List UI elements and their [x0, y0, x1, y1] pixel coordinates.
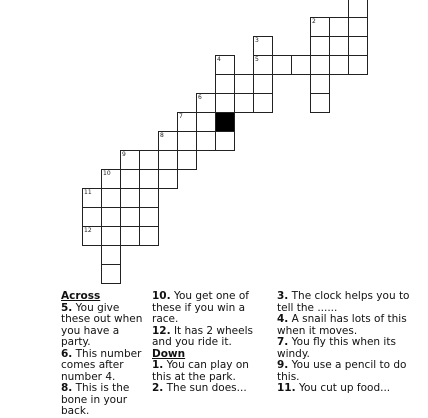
clue-number: 8 [160, 132, 164, 139]
clues-column-1 [61, 291, 143, 418]
clue-number: 12 [84, 227, 92, 234]
crossword-cell[interactable] [158, 169, 178, 189]
clue-number: 4 [217, 56, 221, 63]
crossword-cell[interactable] [329, 55, 349, 75]
crossword-cell[interactable] [177, 131, 197, 151]
crossword-cell[interactable] [177, 150, 197, 170]
clue-number: 6 [198, 94, 202, 101]
crossword-cell[interactable] [310, 74, 330, 94]
crossword-cell[interactable] [348, 36, 368, 56]
clue-down-1[interactable]: 1. You can play on this at the park. [152, 359, 249, 383]
clue-number: 7 [179, 113, 183, 120]
crossword-cell[interactable] [101, 207, 121, 227]
clue-number: 9 [122, 151, 126, 158]
crossword-cell[interactable] [215, 131, 235, 151]
crossword-cell[interactable] [158, 131, 178, 151]
crossword-cell[interactable] [329, 17, 349, 37]
clue-number: 2 [312, 18, 316, 25]
blocked-cell [215, 112, 235, 132]
crossword-cell[interactable] [310, 93, 330, 113]
crossword-cell[interactable] [196, 131, 216, 151]
crossword-cell[interactable] [82, 207, 102, 227]
clue-across-8[interactable]: 8. This is the bone in your back. [61, 382, 130, 417]
clues-column-2 [152, 291, 264, 395]
clue-down-2[interactable]: 2. The sun does... [152, 382, 247, 394]
clue-down-3[interactable]: 3. The clock helps you to tell the ...... [277, 290, 410, 314]
crossword-cell[interactable] [139, 169, 159, 189]
crossword-cell[interactable] [196, 93, 216, 113]
clue-number: 5 [255, 56, 259, 63]
crossword-cell[interactable] [139, 226, 159, 246]
crossword-cell[interactable] [348, 0, 368, 18]
crossword-cell[interactable] [139, 150, 159, 170]
crossword-cell[interactable] [348, 55, 368, 75]
clue-down-11[interactable]: 11. You cut up food... [277, 382, 391, 394]
crossword-cell[interactable] [348, 17, 368, 37]
crossword-cell[interactable] [120, 226, 140, 246]
clue-across-6[interactable]: 6. This number comes after number 4. [61, 347, 142, 383]
crossword-cell[interactable] [101, 245, 121, 265]
clue-down-7[interactable]: 7. You fly this when its windy. [277, 336, 396, 360]
crossword-cell[interactable] [158, 150, 178, 170]
crossword-cell[interactable] [253, 55, 273, 75]
clue-across-12[interactable]: 12. It has 2 wheels and you ride it. [152, 324, 253, 348]
crossword-cell[interactable] [234, 93, 254, 113]
crossword-cell[interactable] [101, 169, 121, 189]
crossword-cell[interactable] [253, 93, 273, 113]
crossword-cell[interactable] [253, 74, 273, 94]
crossword-cell[interactable] [82, 188, 102, 208]
crossword-cell[interactable] [215, 93, 235, 113]
crossword-cell[interactable] [139, 207, 159, 227]
crossword-cell[interactable] [253, 36, 273, 56]
crossword-cell[interactable] [310, 36, 330, 56]
crossword-cell[interactable] [196, 112, 216, 132]
crossword-cell[interactable] [215, 74, 235, 94]
clues-column-3 [277, 291, 417, 395]
clue-number: 3 [255, 37, 259, 44]
clue-down-4[interactable]: 4. A snail has lots of this when it moves. [277, 313, 407, 337]
clue-across-5[interactable]: 5. You give these out when you have a party. [61, 301, 143, 348]
clue-down-9[interactable]: 9. You use a pencil to do this. [277, 359, 407, 383]
clue-number: 10 [103, 170, 111, 177]
clue-number: 11 [84, 189, 92, 196]
across-heading: Across [61, 290, 101, 302]
crossword-cell[interactable] [291, 55, 311, 75]
crossword-cell[interactable] [120, 207, 140, 227]
crossword-cell[interactable] [101, 226, 121, 246]
crossword-cell[interactable] [177, 112, 197, 132]
crossword-cell[interactable] [139, 188, 159, 208]
clue-across-10[interactable]: 10. You get one of these if you win a race. [152, 290, 249, 325]
crossword-cell[interactable] [82, 226, 102, 246]
crossword-cell[interactable] [120, 150, 140, 170]
crossword-cell[interactable] [272, 55, 292, 75]
crossword-cell[interactable] [234, 74, 254, 94]
crossword-cell[interactable] [120, 188, 140, 208]
crossword-cell[interactable] [120, 169, 140, 189]
crossword-cell[interactable] [101, 264, 121, 284]
crossword-cell[interactable] [101, 188, 121, 208]
crossword-cell[interactable] [310, 17, 330, 37]
crossword-cell[interactable] [310, 55, 330, 75]
down-heading: Down [152, 347, 186, 360]
crossword-cell[interactable] [215, 55, 235, 75]
